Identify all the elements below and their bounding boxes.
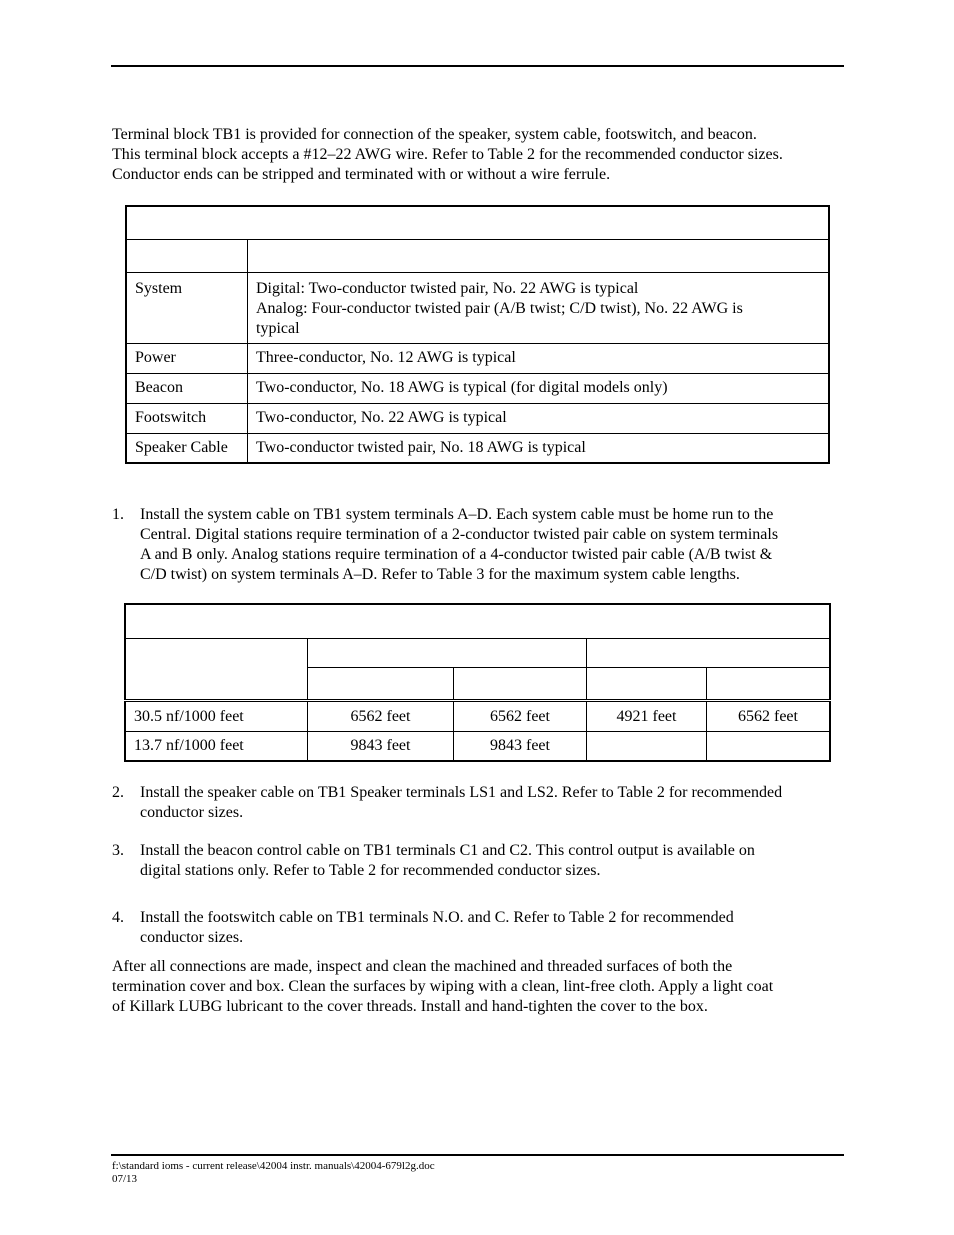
conductor-size-table	[125, 205, 830, 464]
header-conductor	[248, 239, 830, 272]
step-text	[140, 908, 734, 948]
header-capacitance	[125, 638, 308, 700]
desc-line: Digital: Two-conductor twisted pair, No. 22 AWG is typical	[256, 279, 639, 297]
length-cell: 4921 feet	[587, 700, 707, 731]
intro-line: Terminal block TB1 is provided for connection of the speaker, system cable, footswitch, and beacon.	[112, 126, 757, 143]
table-row	[125, 731, 830, 761]
step-number: 1.	[112, 506, 124, 523]
intro-line: Conductor ends can be stripped and terminated with or without a wire ferrule.	[112, 166, 611, 183]
footer	[112, 1160, 435, 1186]
step-line: Install the footswitch cable on TB1 terminals N.O. and C. Refer to Table 2 for recommended	[140, 909, 734, 926]
table-row	[126, 272, 829, 343]
desc-cell: Two-conductor twisted pair, No. 18 AWG is typical	[248, 433, 830, 463]
table-header-row	[126, 239, 829, 272]
cable-cell: Power	[126, 343, 248, 373]
closing-paragraph	[112, 957, 847, 1017]
step-line: Install the beacon control cable on TB1 terminals C1 and C2. This control output is available on	[140, 842, 755, 859]
step-line: C/D twist) on system terminals A–D. Refer to Table 3 for the maximum system cable lengths.	[140, 566, 740, 583]
length-cell: 6562 feet	[308, 700, 454, 731]
header-sub	[587, 667, 707, 700]
step-number: 2.	[112, 784, 124, 801]
cable-cell: System	[126, 272, 248, 343]
intro-paragraph	[112, 125, 847, 185]
closing-line: After all connections are made, inspect and clean the machined and threaded surfaces of both the	[112, 958, 733, 975]
footer-rule	[111, 1154, 844, 1156]
step-line: Install the speaker cable on TB1 Speaker terminals LS1 and LS2. Refer to Table 2 for recommended	[140, 784, 783, 801]
desc-cell: Three-conductor, No. 12 AWG is typical	[248, 343, 830, 373]
cable-cell: Footswitch	[126, 403, 248, 433]
capacitance-cell: 13.7 nf/1000 feet	[125, 731, 308, 761]
capacitance-cell: 30.5 nf/1000 feet	[125, 700, 308, 731]
desc-line: Analog: Four-conductor twisted pair (A/B twist; C/D twist), No. 22 AWG is	[256, 299, 743, 317]
header-sub	[707, 667, 831, 700]
length-cell: 9843 feet	[308, 731, 454, 761]
table-title	[125, 604, 830, 638]
step-line: Central. Digital stations require termination of a 2-conductor twisted pair cable on system terminals	[140, 526, 779, 543]
table-row	[126, 343, 829, 373]
table-row	[125, 700, 830, 731]
step-text	[140, 783, 782, 823]
table-row	[126, 373, 829, 403]
step-line: digital stations only. Refer to Table 2 for recommended conductor sizes.	[140, 862, 601, 879]
desc-cell	[248, 272, 830, 343]
length-cell: 6562 feet	[707, 700, 831, 731]
table-header-row	[125, 638, 830, 667]
step-text	[140, 505, 778, 585]
header-group	[308, 638, 587, 667]
length-cell: 9843 feet	[454, 731, 587, 761]
length-cell	[707, 731, 831, 761]
length-cell: 6562 feet	[454, 700, 587, 731]
table-title	[126, 206, 829, 239]
step-text	[140, 841, 755, 881]
table-row	[126, 403, 829, 433]
desc-cell: Two-conductor, No. 22 AWG is typical	[248, 403, 830, 433]
cable-cell: Beacon	[126, 373, 248, 403]
header-cable	[126, 239, 248, 272]
desc-line: typical	[256, 319, 300, 337]
desc-cell: Two-conductor, No. 18 AWG is typical (for digital models only)	[248, 373, 830, 403]
header-rule	[111, 65, 844, 67]
step-number: 4.	[112, 909, 124, 926]
cable-cell: Speaker Cable	[126, 433, 248, 463]
table-title-row	[125, 604, 830, 638]
table-title-row	[126, 206, 829, 239]
cable-length-table	[124, 603, 831, 762]
step-line: conductor sizes.	[140, 929, 244, 946]
step-line: conductor sizes.	[140, 804, 244, 821]
header-sub	[454, 667, 587, 700]
header-group	[587, 638, 831, 667]
closing-line: of Killark LUBG lubricant to the cover threads. Install and hand-tighten the cover to the box.	[112, 998, 708, 1015]
step-number: 3.	[112, 842, 124, 859]
step-line: Install the system cable on TB1 system terminals A–D. Each system cable must be home run to the	[140, 506, 774, 523]
length-cell	[587, 731, 707, 761]
header-sub	[308, 667, 454, 700]
intro-line: This terminal block accepts a #12–22 AWG wire. Refer to Table 2 for the recommended conductor sizes.	[112, 146, 783, 163]
step-line: A and B only. Analog stations require termination of a 4-conductor twisted pair cable (A/B twist &	[140, 546, 773, 563]
footer-date: 07/13	[112, 1173, 138, 1185]
closing-line: termination cover and box. Clean the surfaces by wiping with a clean, lint-free cloth. Apply a light coat	[112, 978, 774, 995]
footer-file-path: f:\standard ioms - current release\42004 instr. manuals\42004-679l2g.doc	[112, 1160, 435, 1172]
table-row	[126, 433, 829, 463]
